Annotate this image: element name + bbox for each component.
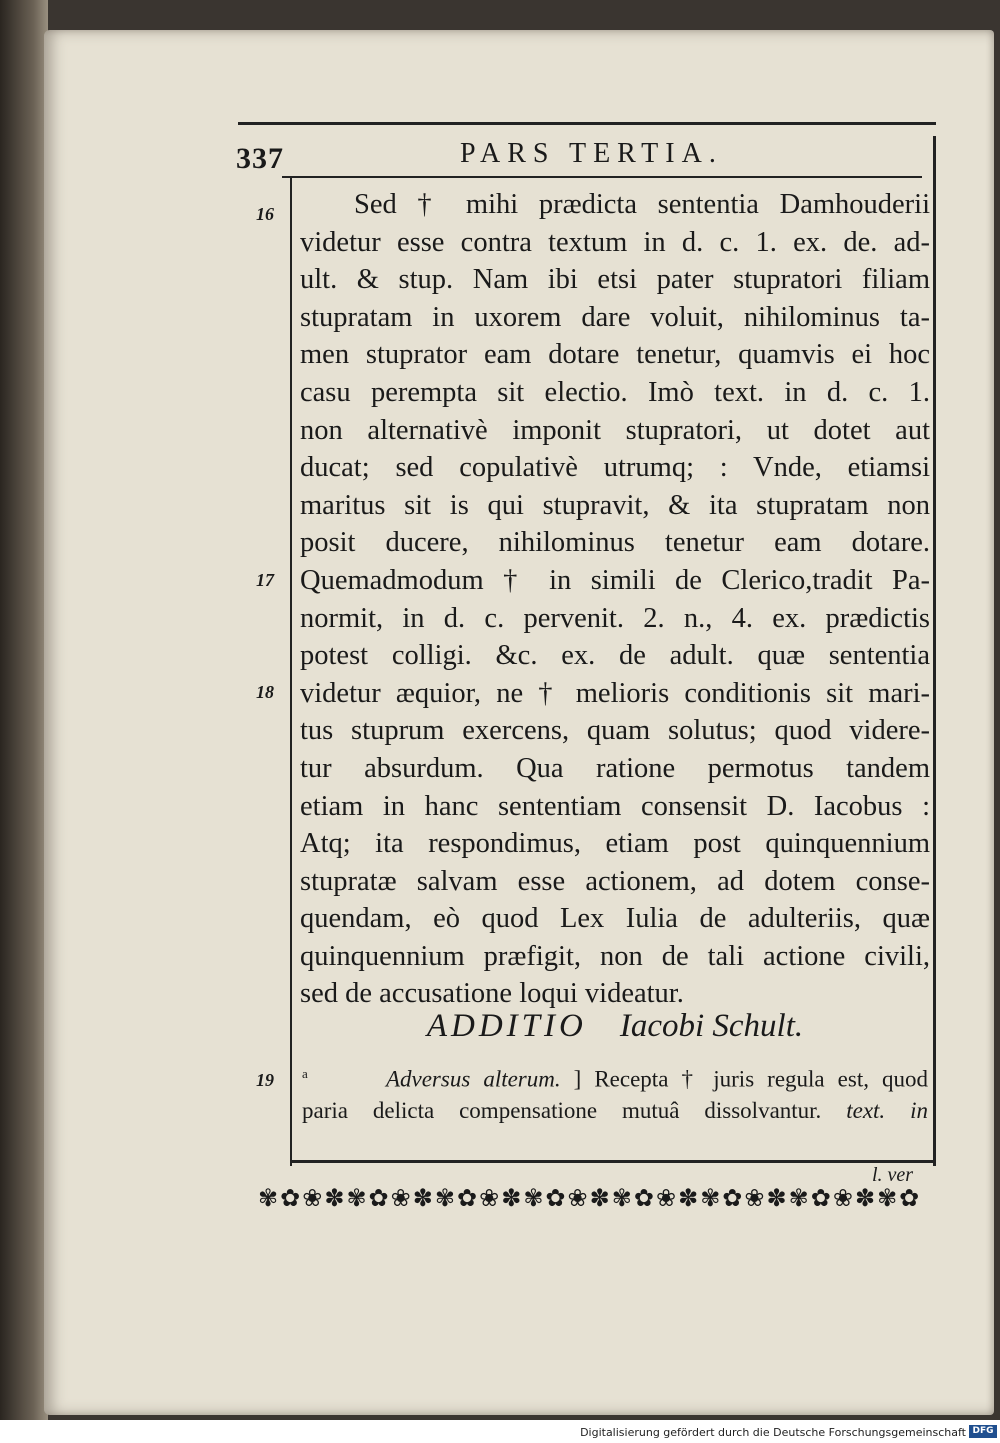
main-text-block — [300, 186, 930, 1013]
running-head: PARS TERTIA. — [460, 138, 723, 169]
margin-number: 17 — [256, 570, 274, 590]
margin-number: 19 — [256, 1070, 274, 1090]
text-line: sed de accusatione loqui videatur. — [300, 978, 684, 1010]
text-line: posit ducere, nihilominus tenetur eam dotare. — [300, 527, 930, 559]
note-lemma: Adversus alterum. — [385, 1066, 561, 1092]
text-line: Quemadmodum † in simili de Clerico,tradit Pa- — [300, 564, 930, 596]
margin-number: 16 — [256, 204, 274, 224]
note-line-2-tail: text. in — [846, 1097, 928, 1123]
note-line-2: paria delicta compensatione mutuâ dissolvantur. — [302, 1097, 822, 1123]
note-marker: a — [302, 1066, 308, 1081]
text-line: men stuprator eam dotare tenetur, quamvis ei hoc — [300, 339, 930, 371]
text-line: normit, in d. c. pervenit. 2. n., 4. ex. prædictis — [300, 602, 930, 634]
text-line: casu perempta sit electio. Imò text. in d. c. 1. — [300, 376, 930, 408]
text-line: ducat; sed copulativè utrumq; : Vnde, etiamsi — [300, 452, 930, 484]
margin-number: 18 — [256, 682, 274, 702]
text-line: etiam in hanc sententiam consensit D. Iacobus : — [300, 790, 930, 822]
text-line: Sed † mihi prædicta sententia Damhouderii — [354, 189, 930, 220]
text-line: potest colligi. &c. ex. de adult. quæ sententia — [300, 640, 930, 672]
book-spine-shadow — [0, 0, 48, 1420]
addition-author: Iacobi Schult. — [619, 1008, 804, 1044]
addition-heading — [300, 1008, 930, 1045]
annotation-note — [302, 1058, 928, 1126]
text-frame-top-rule — [282, 176, 922, 178]
text-line: non alternativè imponit stupratori, ut dotet aut — [300, 414, 930, 446]
text-line: tus stuprum exercens, quam solutus; quod videre- — [300, 715, 930, 747]
text-line: ult. & stup. Nam ibi etsi pater stupratori filiam — [300, 264, 930, 296]
note-line — [302, 1095, 928, 1126]
page-number: 337 — [236, 142, 284, 175]
text-line: tur absurdum. Qua ratione permotus tandem — [300, 752, 930, 784]
text-frame-bottom-rule — [290, 1160, 934, 1163]
footer-credit: Digitalisierung gefördert durch die Deutsche Forschungsgemeinschaft — [580, 1426, 966, 1439]
text-line: stupratam in uxorem dare voluit, nihilominus ta- — [300, 301, 930, 333]
text-line: Atq; ita respondimus, etiam post quinquennium — [300, 828, 930, 860]
text-line: stupratæ salvam esse actionem, ad dotem conse- — [300, 865, 930, 897]
text-line: maritus sit is qui stupravit, & ita stupratam non — [300, 489, 930, 521]
ornamental-border: ✾✿❀✽✾✿❀✽✾✿❀✽✾✿❀✽✾✿❀✽✾✿❀✽✾✿❀✽✾✿ — [258, 1186, 922, 1212]
note-line-1: ] Recepta † juris regula est, quod — [573, 1066, 928, 1092]
text-line: quendam, eò quod Lex Iulia de adulteriis, quæ — [300, 903, 930, 935]
note-line — [302, 1058, 928, 1095]
catchword: l. ver — [872, 1164, 914, 1186]
dfg-logo-icon: DFG — [969, 1425, 997, 1438]
text-frame-right-rule — [933, 136, 936, 1166]
addition-title: ADDITIO — [426, 1008, 587, 1044]
text-frame-left-rule — [290, 176, 292, 1166]
text-line: videtur æquior, ne † melioris conditionis sit mari- — [300, 677, 930, 709]
header-rule — [238, 122, 936, 125]
text-line: videtur esse contra textum in d. c. 1. ex. de. ad- — [300, 226, 930, 258]
text-line: quinquennium præfigit, non de tali actione civili, — [300, 940, 930, 972]
